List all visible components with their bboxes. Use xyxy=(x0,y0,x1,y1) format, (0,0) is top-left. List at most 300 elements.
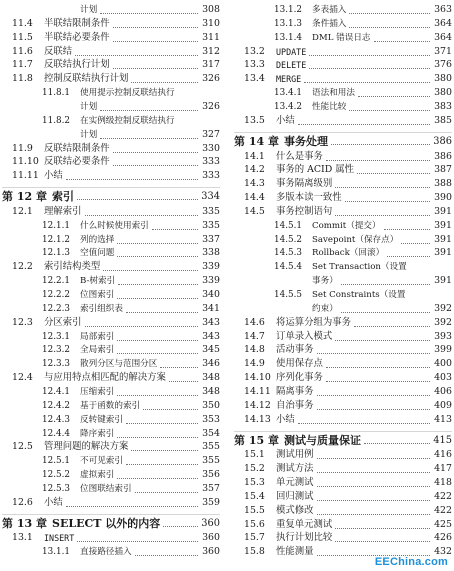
toc-entry-page: 415 xyxy=(433,434,452,446)
dot-leader xyxy=(374,27,430,42)
toc-right-column xyxy=(234,0,452,571)
toc-entry-number: 14.11 xyxy=(244,385,271,397)
toc-left-column xyxy=(2,0,220,571)
toc-entry-title: 半联结限制条件 xyxy=(44,17,110,29)
toc-entry-number: 12.1 xyxy=(12,205,33,217)
toc-entry-page: 386 xyxy=(434,150,452,162)
toc-entry-page: 354 xyxy=(202,427,220,439)
dot-leader xyxy=(103,256,198,271)
toc-entry-number: 11.8.2 xyxy=(42,115,70,126)
toc-entry-number: 14.2 xyxy=(244,164,265,176)
toc-entry-title: 小结 xyxy=(44,170,63,182)
toc-entry-title: 压缩索引 xyxy=(80,386,115,397)
toc-entry-number: 13.1.2 xyxy=(274,5,302,15)
toc-entry-title: 事务的 ACID 属性 xyxy=(276,164,354,176)
toc-entry-title: 执行计划比较 xyxy=(276,532,333,544)
dot-leader xyxy=(66,165,198,180)
toc-entry-title: 约束） xyxy=(312,303,338,314)
toc-entry-title: 单元测试 xyxy=(276,477,314,489)
dot-leader xyxy=(317,395,430,410)
toc-entry-number: 12.3.1 xyxy=(42,331,70,342)
toc-entry-page: 383 xyxy=(434,100,452,112)
toc-entry-number: 13.1 xyxy=(12,532,33,544)
dot-leader xyxy=(335,514,430,529)
toc-entry-title: 虚拟索引 xyxy=(80,470,115,481)
toc-entry-page: 343 xyxy=(202,330,220,342)
toc-entry-title: Rollback（回滚） xyxy=(312,248,385,259)
toc-entry-title: 索引结构类型 xyxy=(44,261,101,273)
toc-entry-number: 11.8 xyxy=(12,73,33,85)
dot-leader xyxy=(75,41,198,56)
dot-leader xyxy=(117,339,198,354)
toc-entry-page: 360 xyxy=(202,532,220,544)
toc-entry-title: Set Constraints（设置 xyxy=(312,290,406,300)
dot-leader xyxy=(349,96,430,111)
toc-entry-page: 338 xyxy=(202,247,220,259)
toc-entry-number: 15.3 xyxy=(244,477,265,489)
dot-leader xyxy=(354,312,430,327)
toc-entry-title: INSERT xyxy=(44,533,75,544)
toc-entry-title: 什么时候使用索引 xyxy=(80,220,149,231)
toc-entry-number: 15.5 xyxy=(244,504,265,516)
toc-entry-page: 386 xyxy=(433,135,452,147)
toc-entry-page: 339 xyxy=(202,261,220,273)
toc-entry-page: 337 xyxy=(202,233,220,245)
toc-entry-number: 12.2 xyxy=(12,261,33,273)
toc-entry-title: DELETE xyxy=(276,60,307,71)
toc-entry-number: 11.6 xyxy=(12,45,33,57)
toc-entry-number: 14.3 xyxy=(244,178,265,190)
dot-leader xyxy=(335,326,430,341)
toc-entry-page: 426 xyxy=(434,532,452,544)
dot-leader xyxy=(364,429,430,444)
toc-entry-number: 14.5.1 xyxy=(274,220,302,231)
toc-entry-number: 14.5.2 xyxy=(274,234,302,245)
dot-leader xyxy=(100,96,198,111)
toc-entry-title: 控制反联结执行计划 xyxy=(44,73,129,85)
toc-entry-title: 计划 xyxy=(80,5,98,15)
toc-entry-page: 364 xyxy=(434,31,452,43)
dot-leader xyxy=(152,215,198,230)
toc-entry-number: 第 15 章 xyxy=(234,433,279,447)
toc-entry-page: 392 xyxy=(434,316,452,328)
toc-entry-page: 357 xyxy=(202,482,220,494)
toc-entry-title: MERGE xyxy=(276,74,302,85)
toc-entry-page: 348 xyxy=(202,385,220,397)
dot-leader xyxy=(85,201,198,216)
toc-entry-title: 模式修改 xyxy=(276,504,314,516)
toc-entry-page: 348 xyxy=(202,372,220,384)
toc-entry-title: 全局索引 xyxy=(80,345,115,356)
dot-leader xyxy=(331,130,430,145)
toc-entry-page: 353 xyxy=(202,413,220,425)
dot-leader xyxy=(326,146,430,161)
dot-leader xyxy=(345,187,430,202)
toc-entry-page: 376 xyxy=(434,59,452,71)
toc-entry-page: 371 xyxy=(434,45,452,57)
dot-leader xyxy=(341,270,430,285)
toc-entry-number: 14.10 xyxy=(244,372,271,384)
toc-entry-number: 13.1.3 xyxy=(274,18,302,29)
toc-entry-number: 13.2 xyxy=(244,45,265,57)
toc-entry-title: 管理问题的解决方案 xyxy=(44,441,129,453)
toc-entry-title: 重复单元测试 xyxy=(276,518,333,530)
dot-leader xyxy=(118,270,198,285)
toc-entry-title: B-树索引 xyxy=(80,276,116,287)
toc-entry-number: 14.8 xyxy=(244,344,265,356)
toc-entry-title: 性能测量 xyxy=(276,546,314,558)
toc-entry-page: 355 xyxy=(202,441,220,453)
toc-entry-title: 理解索引 xyxy=(44,205,82,217)
toc-entry-page: 422 xyxy=(434,504,452,516)
toc-entry-number: 11.8.1 xyxy=(42,88,70,99)
dot-leader xyxy=(113,151,198,166)
toc-entry-title: 测试方法 xyxy=(276,463,314,475)
toc-entry-page: 346 xyxy=(202,358,220,370)
toc-entry-title: 小结 xyxy=(276,114,295,126)
toc-entry-title: 回归测试 xyxy=(276,490,314,502)
toc-entry-number: 15.8 xyxy=(244,546,265,558)
toc-entry-title: 条件插入 xyxy=(312,18,347,29)
toc-entry-number: 12.1.2 xyxy=(42,234,70,245)
toc-entry[interactable] xyxy=(2,169,220,183)
toc-entry-number: 12.6 xyxy=(12,496,33,508)
toc-entry-number: 13.1.4 xyxy=(274,32,302,43)
toc-entry-page: 380 xyxy=(434,73,452,85)
toc-entry-number: 13.3 xyxy=(244,59,265,71)
toc-entry-page: 335 xyxy=(202,219,220,231)
toc-entry-title: UPDATE xyxy=(276,46,307,57)
toc-entry-page: 312 xyxy=(202,45,220,57)
dot-leader xyxy=(135,478,198,493)
dot-leader xyxy=(326,353,430,368)
toc-entry-page: 333 xyxy=(202,156,220,168)
toc-entry-page: 334 xyxy=(201,191,220,203)
toc-entry-title: 多表插入 xyxy=(312,5,347,15)
toc-entry-title: 基于函数的索引 xyxy=(80,400,141,411)
dot-leader xyxy=(163,512,198,527)
dot-leader xyxy=(143,395,198,410)
dot-leader xyxy=(309,41,430,56)
toc-entry-number: 13.4.2 xyxy=(274,101,302,112)
dot-leader xyxy=(317,486,430,501)
toc-entry-page: 355 xyxy=(202,455,220,467)
toc-entry-number: 12.1.1 xyxy=(42,220,70,231)
toc-entry-number: 11.7 xyxy=(12,59,33,71)
toc-entry-title: 计划 xyxy=(80,101,98,112)
toc-entry-page: 335 xyxy=(202,205,220,217)
toc-entry-page: 364 xyxy=(434,17,452,29)
toc-entry-page: 341 xyxy=(202,302,220,314)
dot-leader xyxy=(387,242,430,257)
dot-leader xyxy=(401,229,430,244)
toc-entry-page: 360 xyxy=(201,517,220,529)
toc-entry-title: 反联结必要条件 xyxy=(44,156,110,168)
toc-entry-page: 327 xyxy=(202,128,220,140)
toc-entry-number: 12.2.3 xyxy=(42,303,70,314)
toc-entry-title: 反联结 xyxy=(44,45,73,57)
toc-entry-title: 事务隔离级别 xyxy=(276,178,333,190)
toc-entry-number: 14.5.3 xyxy=(274,248,302,259)
toc-entry-title: 小结 xyxy=(276,413,295,425)
toc-entry-title: 序列化事务 xyxy=(276,372,323,384)
toc-entry-title: 什么是事务 xyxy=(276,150,323,162)
toc-entry-page: 413 xyxy=(434,413,452,425)
dot-leader xyxy=(304,68,430,83)
dot-leader xyxy=(117,229,198,244)
toc-entry-number: 12.4.4 xyxy=(42,428,70,439)
toc-entry[interactable] xyxy=(234,114,452,128)
toc-entry-number: 12.4.2 xyxy=(42,400,70,411)
dot-leader xyxy=(77,527,198,542)
toc-entry-title: DML 错误日志 xyxy=(312,32,371,43)
toc-entry-page: 380 xyxy=(434,87,452,99)
toc-entry-title: SELECT 以外的内容 xyxy=(52,516,161,530)
toc-entry-number: 11.10 xyxy=(12,156,39,168)
toc-entry-title: 订单录入模式 xyxy=(276,330,333,342)
toc-entry-title: 语法和用法 xyxy=(312,88,355,99)
toc-entry-number: 11.11 xyxy=(12,170,39,182)
dot-leader xyxy=(160,353,198,368)
dot-leader xyxy=(131,436,198,451)
toc-entry-page: 425 xyxy=(434,518,452,530)
toc-entry-number: 14.5.5 xyxy=(274,290,302,300)
dot-leader xyxy=(335,527,430,542)
toc-entry-number: 12.4 xyxy=(12,372,33,384)
toc-entry-page: 311 xyxy=(202,31,220,43)
dot-leader xyxy=(317,339,430,354)
toc-entry-number: 14.12 xyxy=(244,399,271,411)
dot-leader xyxy=(357,159,430,174)
dot-leader xyxy=(113,27,198,42)
toc-entry-page: 391 xyxy=(434,275,452,287)
toc-entry-title: 反联结执行计划 xyxy=(44,59,110,71)
toc-entry-title: Set Transaction（设置 xyxy=(312,262,407,273)
toc-entry-page: 391 xyxy=(434,233,452,245)
dot-leader xyxy=(85,312,198,327)
toc-entry-title: 直接路径插入 xyxy=(80,547,132,558)
toc-entry-number: 15.6 xyxy=(244,518,265,530)
toc-entry-number: 12.5.1 xyxy=(42,456,70,467)
dot-leader xyxy=(126,450,198,465)
toc-entry[interactable] xyxy=(2,72,220,86)
toc-entry-title: 索引组织表 xyxy=(80,303,123,314)
toc-entry-number: 第 14 章 xyxy=(234,134,279,148)
toc-entry-page: 391 xyxy=(434,247,452,259)
dot-leader xyxy=(349,13,430,28)
toc-entry-number: 13.1.1 xyxy=(42,547,70,558)
toc-entry-title: 自治事务 xyxy=(276,399,314,411)
dot-leader xyxy=(117,464,198,479)
toc-entry-page: 343 xyxy=(202,316,220,328)
toc-entry-number: 11.5 xyxy=(12,31,33,43)
toc-entry[interactable] xyxy=(2,496,220,510)
toc-entry-page: 391 xyxy=(434,219,452,231)
toc-entry-page: 400 xyxy=(434,358,452,370)
toc-entry-number: 12.5 xyxy=(12,441,33,453)
toc-entry-number: 11.4 xyxy=(12,17,33,29)
toc-entry-page: 403 xyxy=(434,372,452,384)
toc-entry-page: 418 xyxy=(434,477,452,489)
dot-leader xyxy=(335,173,430,188)
toc-entry-number: 12.2.1 xyxy=(42,276,70,287)
toc-entry-page: 310 xyxy=(202,17,220,29)
watermark-logo: EEChina.com xyxy=(374,556,448,568)
toc-entry-title: 反联结限制条件 xyxy=(44,142,110,154)
toc-entry-title: Savepoint（保存点） xyxy=(312,234,399,245)
dot-leader xyxy=(117,242,198,257)
toc-entry-number: 12.2.2 xyxy=(42,290,70,300)
toc-entry-title: 隔离事务 xyxy=(276,385,314,397)
toc-entry-title: 测试与质量保证 xyxy=(284,433,361,447)
toc-entry[interactable] xyxy=(234,413,452,427)
toc-entry-page: 345 xyxy=(202,344,220,356)
toc-entry-number: 14.4 xyxy=(244,192,265,204)
dot-leader xyxy=(100,124,198,139)
toc-entry-page: 392 xyxy=(434,302,452,314)
toc-entry-page: 350 xyxy=(202,399,220,411)
dot-leader xyxy=(298,409,430,424)
dot-leader xyxy=(117,381,198,396)
toc-entry-number: 14.13 xyxy=(244,413,271,425)
dot-leader xyxy=(309,54,430,69)
dot-leader xyxy=(317,472,430,487)
toc-entry-number: 15.2 xyxy=(244,463,265,475)
toc-entry-page: 399 xyxy=(434,344,452,356)
toc-entry[interactable] xyxy=(234,246,452,260)
dot-leader xyxy=(126,409,198,424)
toc-entry-title: 计划 xyxy=(80,129,98,140)
toc-entry-title: 事务控制语句 xyxy=(276,205,333,217)
dot-leader xyxy=(341,298,430,313)
dot-leader xyxy=(384,215,430,230)
toc-entry-number: 12.3.2 xyxy=(42,345,70,356)
toc-entry-title: 事务） xyxy=(312,276,338,287)
dot-leader xyxy=(126,298,198,313)
toc-entry-title: Commit（提交） xyxy=(312,220,381,231)
toc-entry-page: 390 xyxy=(434,192,452,204)
toc-entry-title: 活动事务 xyxy=(276,344,314,356)
toc-entry-page: 356 xyxy=(202,469,220,481)
dot-leader xyxy=(317,541,430,556)
dot-leader xyxy=(317,458,430,473)
toc-entry-number: 12.3.3 xyxy=(42,359,70,370)
toc-entry-page: 417 xyxy=(434,463,452,475)
toc-entry-page: 432 xyxy=(434,546,452,558)
toc-entry-title: 事务处理 xyxy=(284,134,328,148)
toc-entry-title: 半联结必要条件 xyxy=(44,31,110,43)
toc-entry-title: 将运算分组为事务 xyxy=(276,316,352,328)
dot-leader xyxy=(77,185,198,200)
toc-entry-page: 416 xyxy=(434,449,452,461)
dot-leader xyxy=(298,110,430,125)
toc-entry-page: 339 xyxy=(202,275,220,287)
toc-entry-title: 分区索引 xyxy=(44,316,82,328)
toc-entry-number: 14.6 xyxy=(244,316,265,328)
toc-entry-number: 第 12 章 xyxy=(2,190,47,204)
toc-entry-number: 12.4.3 xyxy=(42,414,70,425)
toc-entry-page: 340 xyxy=(202,289,220,300)
toc-entry-page: 385 xyxy=(434,114,452,126)
toc-entry-title: 反转键索引 xyxy=(80,414,123,425)
toc-entry-title: 使用保存点 xyxy=(276,358,323,370)
toc-entry-page: 360 xyxy=(202,546,220,558)
toc-entry-number: 13.5 xyxy=(244,114,265,126)
toc-entry-title: 性能比较 xyxy=(312,101,347,112)
toc-entry-page: 333 xyxy=(202,170,220,182)
toc-entry-number: 12.5.2 xyxy=(42,470,70,481)
toc-entry-page: 363 xyxy=(434,4,452,15)
toc-entry[interactable] xyxy=(234,274,452,288)
toc-entry-title: 位图联结索引 xyxy=(80,483,132,494)
toc-entry-title: 测试用例 xyxy=(276,449,314,461)
toc-entry-page: 409 xyxy=(434,399,452,411)
toc-entry-page: 391 xyxy=(434,205,452,217)
toc-entry-page: 330 xyxy=(202,142,220,154)
toc-entry-number: 12.5.3 xyxy=(42,483,70,494)
toc-entry-page: 326 xyxy=(202,73,220,85)
toc-entry-number: 12.1.3 xyxy=(42,248,70,259)
dot-leader xyxy=(335,201,430,216)
dot-leader xyxy=(317,381,430,396)
toc-entry-page: 406 xyxy=(434,385,452,397)
dot-leader xyxy=(113,13,198,28)
dot-leader xyxy=(326,367,430,382)
toc-entry-number: 12.3 xyxy=(12,316,33,328)
toc-entry-number: 13.4 xyxy=(244,73,265,85)
toc-entry-number: 14.9 xyxy=(244,358,265,370)
toc-entry-page: 326 xyxy=(202,100,220,112)
toc-entry-title: 与应用特点相匹配的解决方案 xyxy=(44,372,166,384)
toc-entry-number: 13.4.1 xyxy=(274,88,302,99)
toc-entry-number: 12.4.1 xyxy=(42,386,70,397)
toc-entry-title: 小结 xyxy=(44,496,63,508)
toc-entry-number: 15.1 xyxy=(244,449,265,461)
toc-entry-page: 393 xyxy=(434,330,452,342)
toc-entry-number: 第 13 章 xyxy=(2,516,47,530)
dot-leader xyxy=(131,68,198,83)
dot-leader xyxy=(117,326,198,341)
toc-entry-title: 索引 xyxy=(52,190,74,204)
toc-entry-page: 422 xyxy=(434,490,452,502)
toc-entry-title: 列的选择 xyxy=(80,234,115,245)
dot-leader xyxy=(317,444,430,459)
toc-entry-number: 14.5.4 xyxy=(274,262,302,273)
dot-leader xyxy=(358,82,430,97)
dot-leader xyxy=(135,541,198,556)
toc-entry-title: 局部索引 xyxy=(80,331,115,342)
toc-entry-title: 使用提示控制反联结执行 xyxy=(80,88,175,99)
toc-entry-number: 14.1 xyxy=(244,150,265,162)
dot-leader xyxy=(317,500,430,515)
toc-entry[interactable] xyxy=(2,545,220,559)
toc-entry-page: 308 xyxy=(202,4,220,15)
toc-entry-number: 14.7 xyxy=(244,330,265,342)
toc-entry-page: 388 xyxy=(434,178,452,190)
toc-entry-title: 位图索引 xyxy=(80,290,115,300)
toc-entry-page: 387 xyxy=(434,164,452,176)
toc-entry-title: 空值问题 xyxy=(80,248,115,259)
toc-entry-title: 散列分区与范围分区 xyxy=(80,359,158,370)
toc-entry-title: 在实例级控制反联结执行 xyxy=(80,115,175,126)
dot-leader xyxy=(117,284,198,299)
toc-entry[interactable] xyxy=(2,100,220,114)
toc-entry-number: 15.4 xyxy=(244,490,265,502)
toc-entry-title: 不可见索引 xyxy=(80,456,123,467)
dot-leader xyxy=(169,367,198,382)
toc-entry-page: 317 xyxy=(202,59,220,71)
toc-entry-number: 11.9 xyxy=(12,142,33,154)
